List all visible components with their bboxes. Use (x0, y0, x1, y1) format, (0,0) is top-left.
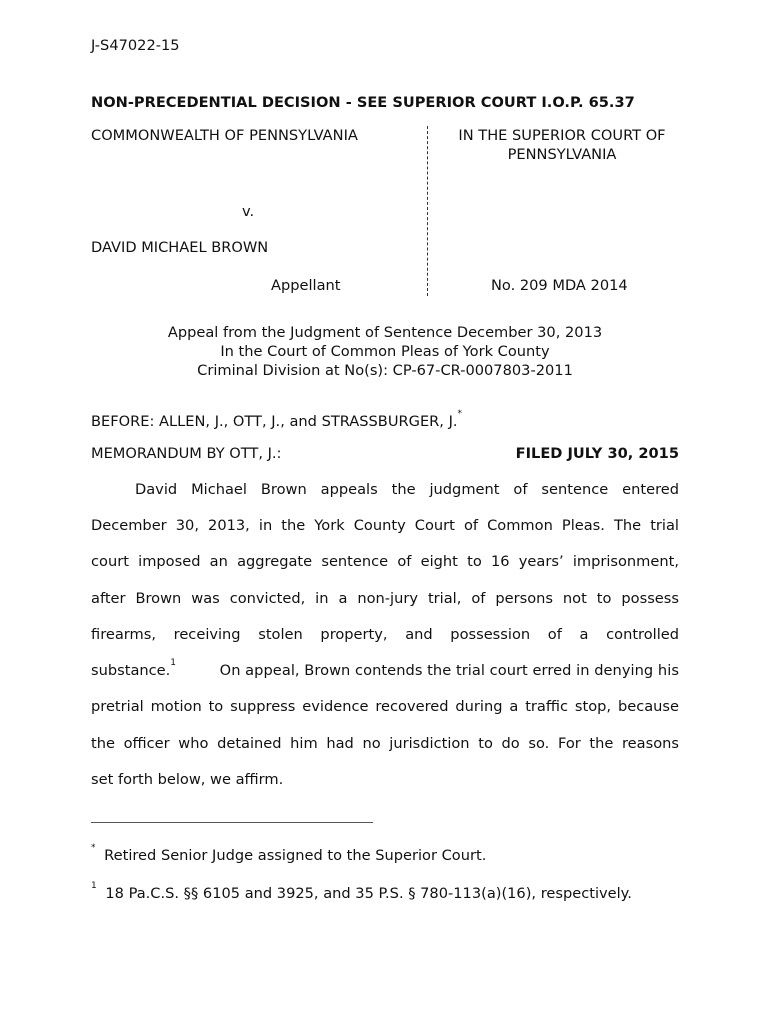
footnote-1-text: 18 Pa.C.S. §§ 6105 and 3925, and 35 P.S. § 780-113(a)(16), respectively. (105, 885, 632, 902)
filed-date: FILED JULY 30, 2015 (515, 445, 679, 462)
body-text-appeal: On appeal, Brown contends the trial court erred in denying his (219, 662, 679, 679)
panel-judges-text: BEFORE: ALLEN, J., OTT, J., and STRASSBURGER, J. (91, 413, 458, 430)
body-line-start (91, 658, 177, 679)
body-line: firearms, receiving stolen property, and possession of a controlled (91, 626, 679, 643)
body-line: court imposed an aggregate sentence of eight to 16 years’ imprisonment, (91, 553, 679, 570)
body-line: December 30, 2013, in the York County Court of Common Pleas. The trial (91, 517, 679, 534)
memorandum-author: MEMORANDUM BY OTT, J.: (91, 445, 282, 462)
appeal-line-2: In the Court of Common Pleas of York County (220, 343, 550, 360)
versus-label: v. (242, 203, 255, 220)
appellant-label: Appellant (271, 277, 341, 294)
decision-type-heading: NON-PRECEDENTIAL DECISION - SEE SUPERIOR COURT I.O.P. 65.37 (91, 94, 635, 111)
footnote-ref-1: 1 (170, 658, 177, 668)
court-name-line2: PENNSYLVANIA (507, 146, 617, 163)
appeal-line-1: Appeal from the Judgment of Sentence December 30, 2013 (167, 324, 603, 341)
body-line: after Brown was convicted, in a non-jury trial, of persons not to possess (91, 590, 679, 607)
body-text-substance: substance. (91, 662, 171, 679)
docket-code: J-S47022-15 (91, 37, 180, 54)
footnote-separator (91, 822, 373, 823)
footnote-star-text: Retired Senior Judge assigned to the Superior Court. (104, 847, 487, 864)
case-number: No. 209 MDA 2014 (491, 277, 628, 294)
defendant-name: DAVID MICHAEL BROWN (91, 239, 269, 256)
footnote-1 (91, 881, 632, 902)
caption-divider (427, 126, 428, 296)
panel-judges (91, 409, 463, 430)
footnote-star-marker: * (91, 843, 96, 853)
body-line: David Michael Brown appeals the judgment of sentence entered (135, 481, 679, 498)
court-name-line1: IN THE SUPERIOR COURT OF (458, 127, 666, 144)
body-line: set forth below, we affirm. (91, 771, 284, 788)
footnote-1-marker: 1 (91, 881, 97, 891)
body-line: the officer who detained him had no jurisdiction to do so. For the reasons (91, 735, 679, 752)
body-line (91, 658, 679, 679)
panel-footnote-marker: * (457, 409, 463, 419)
plaintiff-name: COMMONWEALTH OF PENNSYLVANIA (91, 127, 358, 144)
body-line: pretrial motion to suppress evidence recovered during a traffic stop, because (91, 698, 679, 715)
appeal-line-3: Criminal Division at No(s): CP-67-CR-0007803-2011 (197, 362, 573, 379)
footnote-star (91, 843, 487, 864)
